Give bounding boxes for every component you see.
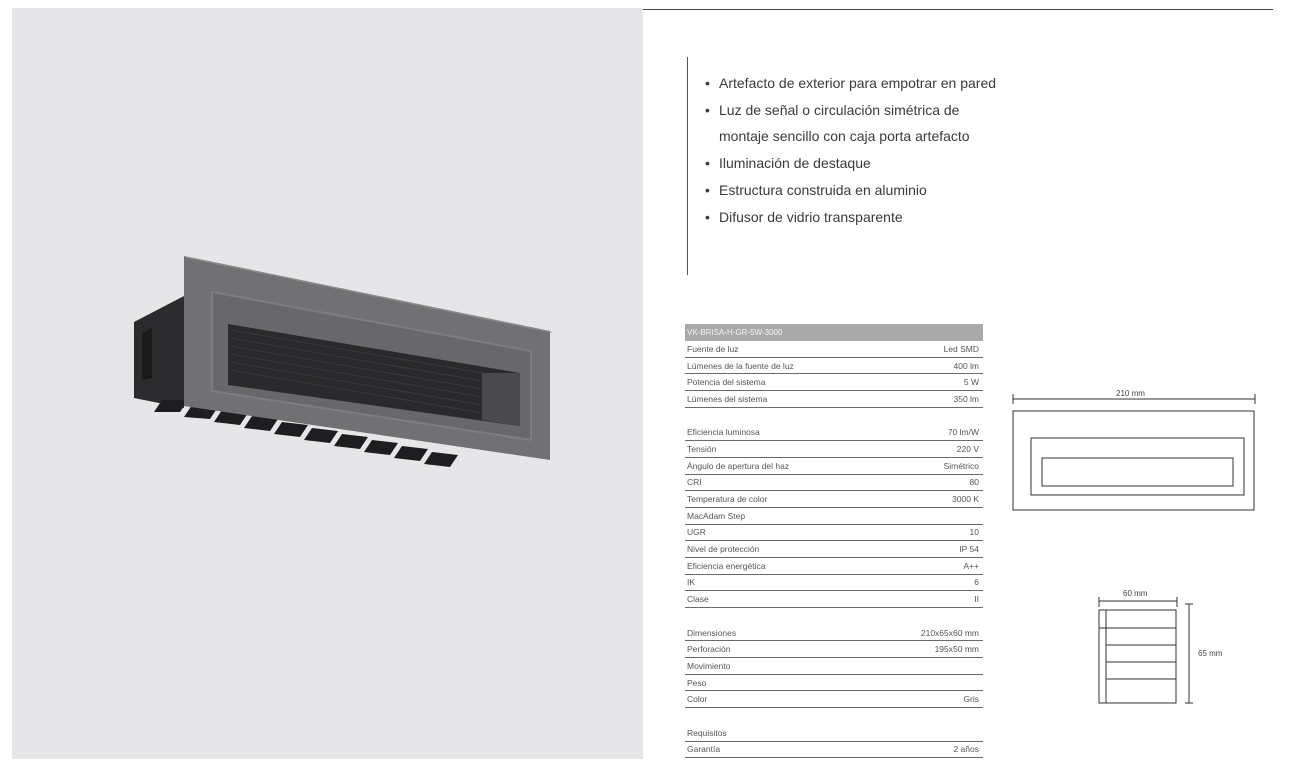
spec-value: 70 lm/W <box>947 427 979 438</box>
spec-value: 210x65x60 mm <box>920 627 979 638</box>
spec-value: II <box>974 594 979 605</box>
feature-item: • Artefacto de exterior para empotrar en pared <box>705 70 1005 97</box>
height-label: 65 mm <box>1198 649 1223 658</box>
feature-item: • Luz de señal o circulación simétrica de montaje sencillo con caja porta artefacto <box>705 97 1005 150</box>
spec-value: 6 <box>974 577 979 588</box>
spec-label: Potencia del sistema <box>687 377 766 388</box>
spec-label: Lúmenes de la fuente de luz <box>687 360 794 371</box>
spec-label: Lúmenes del sistema <box>687 393 768 404</box>
spec-value: Led SMD <box>943 343 979 354</box>
spec-label: Fuente de luz <box>687 343 739 354</box>
spec-label: Ángulo de apertura del haz <box>687 460 790 471</box>
spec-label: Garantía <box>687 744 721 755</box>
spec-value: 80 <box>969 477 979 488</box>
feature-item: • Difusor de vidrio transparente <box>705 204 1005 231</box>
spec-label: Requisitos <box>687 727 727 738</box>
spec-value: 400 lm <box>953 360 979 371</box>
width-label: 210 mm <box>1116 389 1145 398</box>
spec-label: Eficiencia luminosa <box>687 427 760 438</box>
spec-label: UGR <box>687 527 706 538</box>
spec-label: IK <box>687 577 696 588</box>
spec-label: Dimensiones <box>687 627 737 638</box>
spec-label: CRI <box>687 477 702 488</box>
spec-label: Temperatura de color <box>687 494 768 505</box>
feature-item: • Iluminación de destaque <box>705 150 1005 177</box>
spec-label: Clase <box>687 594 709 605</box>
spec-label: Perforación <box>687 644 731 655</box>
spec-label: Movimiento <box>687 660 731 671</box>
spec-value: IP 54 <box>959 544 979 555</box>
spec-label: Color <box>687 694 708 705</box>
spec-value: 5 W <box>963 377 979 388</box>
spec-value: 195x50 mm <box>934 644 979 655</box>
spec-label: Eficiencia energética <box>687 560 766 571</box>
spec-value: 10 <box>969 527 979 538</box>
spec-label: Peso <box>687 677 707 688</box>
spec-value: 220 V <box>956 443 979 454</box>
spec-value: A++ <box>963 560 979 571</box>
spec-value: 3000 K <box>952 494 979 505</box>
model-code: VK-BRISA-H-GR-5W-3000 <box>685 324 983 341</box>
spec-value: Simétrico <box>943 460 979 471</box>
feature-item: • Estructura construida en aluminio <box>705 177 1005 204</box>
depth-label: 60 mm <box>1123 589 1148 598</box>
spec-value: 350 lm <box>953 393 979 404</box>
spec-value: 2 años <box>953 744 979 755</box>
spec-label: Tensión <box>687 443 717 454</box>
spec-label: Nivel de protección <box>687 544 760 555</box>
spec-value: Gris <box>963 694 979 705</box>
spec-label: MacAdam Step <box>687 510 746 521</box>
